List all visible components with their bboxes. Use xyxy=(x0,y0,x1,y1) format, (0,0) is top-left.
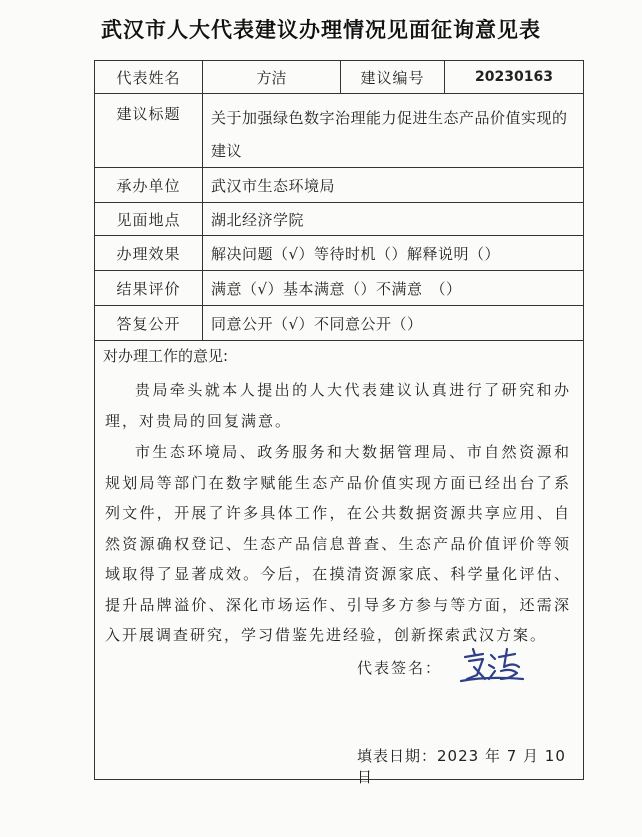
opinion-section xyxy=(95,341,583,786)
opinion-paragraph-2: 市生态环境局、政务服务和大数据管理局、市自然资源和规划局等部门在数字赋能生态产品价值实现方面已经出台了系列文件，开展了许多具体工作，在公共数据资源共享应用、自然资源确权登记、生态产品信息普查、生态产品价值评价等领域取得了显著成效。今后，在摸清资源家底、科学量化评估、提升品牌溢价、深化市场运作、引导多方参与等方面，还需深入开展调查研究，学习借鉴先进经验，创新探索武汉方案。 xyxy=(105,443,571,644)
delegate-name-label: 代表姓名 xyxy=(95,61,203,93)
delegate-name-value: 方洁 xyxy=(203,61,341,93)
meeting-place-value: 湖北经济学院 xyxy=(211,210,305,229)
handling-unit-value: 武汉市生态环境局 xyxy=(211,176,336,195)
topic-value: 关于加强绿色数字治理能力促进生态产品价值实现的建议 xyxy=(211,109,568,160)
proposal-number-label: 建议编号 xyxy=(341,61,445,93)
result-evaluation-value: 满意（√）基本满意（）不满意 （） xyxy=(211,279,462,298)
reply-publication-value: 同意公开（√）不同意公开（） xyxy=(211,314,423,333)
handling-effect-value: 解决问题（√）等待时机（）解释说明（） xyxy=(211,244,501,263)
form-title: 武汉市人大代表建议办理情况见面征询意见表 xyxy=(101,17,541,42)
opinion-form xyxy=(94,60,584,786)
row-meeting-place xyxy=(95,203,583,236)
row-handling-effect xyxy=(95,236,583,271)
row-reply-publication xyxy=(95,306,583,341)
opinion-heading: 对办理工作的意见: xyxy=(103,347,229,365)
row-result-evaluation xyxy=(95,271,583,306)
row-delegate-name xyxy=(95,61,583,94)
topic-label: 建议标题 xyxy=(95,94,203,167)
meeting-place-label: 见面地点 xyxy=(95,203,203,235)
row-topic xyxy=(95,94,583,168)
handling-effect-label: 办理效果 xyxy=(95,236,203,270)
row-handling-unit xyxy=(95,168,583,203)
handling-unit-label: 承办单位 xyxy=(95,168,203,202)
reply-publication-label: 答复公开 xyxy=(95,306,203,340)
signature-label: 代表签名： xyxy=(357,659,443,677)
fill-date: 填表日期：2023 年 7 月 10 日 xyxy=(357,747,566,786)
proposal-number-value: 20230163 xyxy=(475,69,553,85)
handwritten-signature xyxy=(457,645,527,689)
result-evaluation-label: 结果评价 xyxy=(95,271,203,305)
opinion-paragraph-1: 贵局牵头就本人提出的人大代表建议认真进行了研究和办理，对贵局的回复满意。 xyxy=(105,381,571,430)
